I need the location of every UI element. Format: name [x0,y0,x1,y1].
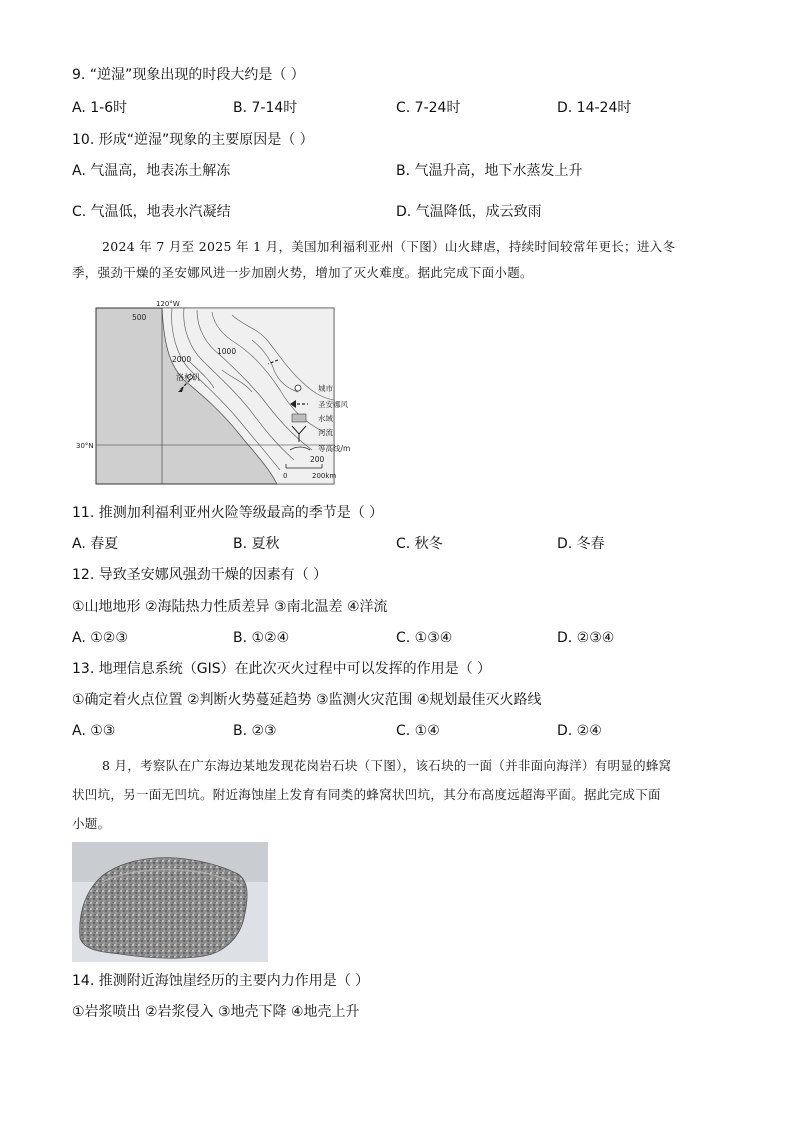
q12-items: ①山地地形 ②海陆热力性质差异 ③南北温差 ④洋流 [72,599,388,615]
q13-option-a: A. ①③ [72,723,116,739]
map-contour-label: 200 [310,455,325,464]
q10-option-d: D. 气温降低，成云致雨 [396,204,542,220]
map-contour-label: 500 [132,313,147,322]
scale-zero: 0 [283,472,288,480]
scale-distance: 200km [312,472,337,480]
q10-option-a: A. 气温高，地表冻土解冻 [72,163,231,179]
map-lon-label: 120°W [156,300,180,308]
q9-stem: 9. “逆湿”现象出现的时段大约是（ ） [72,67,305,83]
q12-option-c: C. ①③④ [396,630,453,646]
legend-wind: 圣安娜风 [318,400,348,409]
map-contour-label: 1000 [217,347,237,356]
q12-option-b: B. ①②④ [233,630,290,646]
granite-rock-photo [72,842,268,962]
q13-option-d: D. ②④ [557,723,602,739]
passage1-line1: 2024 年 7 月至 2025 年 1 月，美国加利福利亚州（下图）山火肆虐，持续时间较常年更长；进入冬 [102,239,676,254]
q9-option-a: A. 1-6时 [72,100,128,116]
passage2-line3: 小题。 [72,816,111,831]
q12-stem: 12. 导致圣安娜风强劲干燥的因素有（ ） [72,567,328,583]
q12-option-a: A. ①②③ [72,630,128,646]
legend-water: 水域 [318,414,333,423]
q9-option-b: B. 7-14时 [233,100,298,116]
q11-option-c: C. 秋冬 [396,536,443,552]
q10-option-c: C. 气温低，地表水汽凝结 [72,204,231,220]
map-city-label: 洛杉矶 [176,373,200,382]
q13-items: ①确定着火点位置 ②判断火势蔓延趋势 ③监测火灾范围 ④规划最佳灭火路线 [72,692,542,708]
q10-stem: 10. 形成“逆湿”现象的主要原因是（ ） [72,132,314,148]
q14-items: ①岩浆喷出 ②岩浆侵入 ③地壳下降 ④地壳上升 [72,1004,360,1020]
q10-option-b: B. 气温升高，地下水蒸发上升 [396,163,583,179]
legend-city: 城市 [318,384,333,393]
q13-option-b: B. ②③ [233,723,277,739]
q11-option-d: D. 冬春 [557,536,605,552]
map-lat-label: 30°N [76,442,94,450]
passage2-line1: 8 月，考察队在广东海边某地发现花岗岩石块（下图），该石块的一面（并非面向海洋）有明显的蜂窝 [102,758,672,773]
map-contour-label: 2000 [172,355,192,364]
q14-stem: 14. 推测附近海蚀崖经历的主要内力作用是（ ） [72,973,370,989]
q9-option-d: D. 14-24时 [557,100,632,116]
california-map [72,300,372,495]
passage2-line2: 状凹坑，另一面无凹坑。附近海蚀崖上发育有同类的蜂窝状凹坑，其分布高度远超海平面。据此完成下面 [72,787,661,802]
legend-river: 河流 [318,428,333,437]
q13-stem: 13. 地理信息系统（GIS）在此次灭火过程中可以发挥的作用是（ ） [72,661,492,677]
q11-stem: 11. 推测加利福利亚州火险等级最高的季节是（ ） [72,505,384,521]
passage1-line2: 季，强劲干燥的圣安娜风进一步加剧火势，增加了灭火难度。据此完成下面小题。 [72,265,533,280]
q12-option-d: D. ②③④ [557,630,615,646]
q11-option-a: A. 春夏 [72,536,119,552]
q11-option-b: B. 夏秋 [233,536,280,552]
q9-option-c: C. 7-24时 [396,100,461,116]
legend-contour: 等高线/m [318,444,351,453]
q13-option-c: C. ①④ [396,723,440,739]
